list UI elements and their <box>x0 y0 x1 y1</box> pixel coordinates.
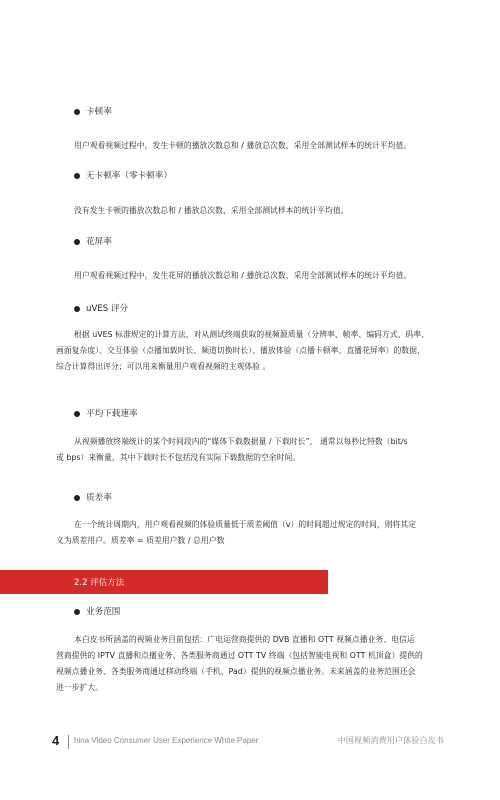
bullet-heading-avg-download <box>74 408 138 420</box>
heading-text: 业务范围 <box>86 607 121 617</box>
bullet-dot-icon <box>74 495 80 501</box>
bullet-heading-artifact-rate <box>74 236 112 248</box>
footer-divider <box>68 735 69 749</box>
paragraph-line: 本白皮书所涵盖的视频业务目前包括：广电运营商提供的 DVB 直播和 OTT 视频点播业务、电信运 <box>74 635 415 644</box>
paragraph-line: 在一个统计周期内，用户观看视频的体验质量低于质差阈值（v）的时间超过规定的时间，则将其定 <box>74 520 417 529</box>
paragraph-line: 从视频播放终端统计的某个时间段内的“媒体下载数据量 / 下载时长”， 通常以每秒比特数（bit/s <box>74 437 408 446</box>
heading-text: 质差率 <box>86 493 112 503</box>
page-footer <box>0 732 500 752</box>
bullet-heading-poor-rate <box>74 492 112 504</box>
paragraph-line: 义为质差用户。质差率 = 质差用户数 / 总用户数 <box>56 536 225 545</box>
paragraph-line: 视频点播业务、各类服务商通过移动终端（手机、Pad）提供的视频点播业务。未来涵盖的业务范围还会 <box>56 667 416 676</box>
paragraph-text: 没有发生卡顿的播放次数总和 / 播放总次数，采用全部测试样本的统计平均值。 <box>74 206 349 215</box>
bullet-heading-uves <box>74 303 128 315</box>
paragraph-stall-rate <box>74 138 411 154</box>
bullet-dot-icon <box>74 306 80 312</box>
heading-text: 平均下载速率 <box>86 409 138 419</box>
paragraph-text: 用户观看视频过程中，发生卡顿的播放次数总和 / 播放总次数，采用全部测试样本的统计平均值。 <box>74 141 412 150</box>
bullet-dot-icon <box>74 239 80 245</box>
bullet-dot-icon <box>74 173 80 179</box>
footer-english-title: hina Video Consumer User Experience White Paper <box>74 736 259 745</box>
paragraph-line: 画面复杂度）、交互体验（点播加载时长、频道切换时长）、播放体验（点播卡顿率、直播花屏率）的数据， <box>56 346 425 355</box>
bullet-dot-icon <box>74 411 80 417</box>
heading-text: 无卡顿率（零卡顿率） <box>86 171 172 181</box>
page-number: 4 <box>52 733 60 748</box>
paragraph-line: 营商提供的 IPTV 直播和点播业务、各类服务商通过 OTT TV 终端（包括智能电视和 OTT 机顶盒）提供的 <box>56 651 423 660</box>
paragraph-artifact-rate <box>74 268 411 284</box>
paragraph-line: 根据 uVES 标准规定的计算方法，对从测试终端获取的视频源质量（分辨率、帧率、编码方式、码率、 <box>74 330 429 339</box>
paragraph-line: 综合计算得出评分；可以用来衡量用户观看视频的主观体验 。 <box>56 362 271 371</box>
bullet-heading-scope <box>74 606 120 618</box>
heading-text: uVES 评分 <box>86 304 129 314</box>
paragraph-line: 进一步扩大。 <box>56 683 104 692</box>
bullet-dot-icon <box>74 109 80 115</box>
heading-text: 花屏率 <box>86 237 112 247</box>
paragraph-avg-download <box>56 434 451 466</box>
paragraph-scope <box>56 632 451 696</box>
bullet-dot-icon <box>74 609 80 615</box>
paragraph-uves <box>56 327 451 375</box>
section-title: 2.2 评估方法 <box>74 578 125 588</box>
bullet-heading-no-stall-rate <box>74 170 172 182</box>
bullet-heading-stall-rate <box>74 106 112 118</box>
heading-text: 卡顿率 <box>86 107 112 117</box>
paragraph-poor-rate <box>56 517 451 549</box>
section-title-bar <box>0 570 328 594</box>
footer-chinese-title: 中国视频消费用户体验白皮书 <box>337 735 444 745</box>
paragraph-text: 用户观看视频过程中，发生花屏的播放次数总和 / 播放总次数，采用全部测试样本的统计平均值。 <box>74 271 412 280</box>
paragraph-line: 或 bps）来衡量，其中下载时长不包括没有实际下载数据的空余时间。 <box>56 453 301 462</box>
paragraph-no-stall-rate <box>74 203 349 219</box>
